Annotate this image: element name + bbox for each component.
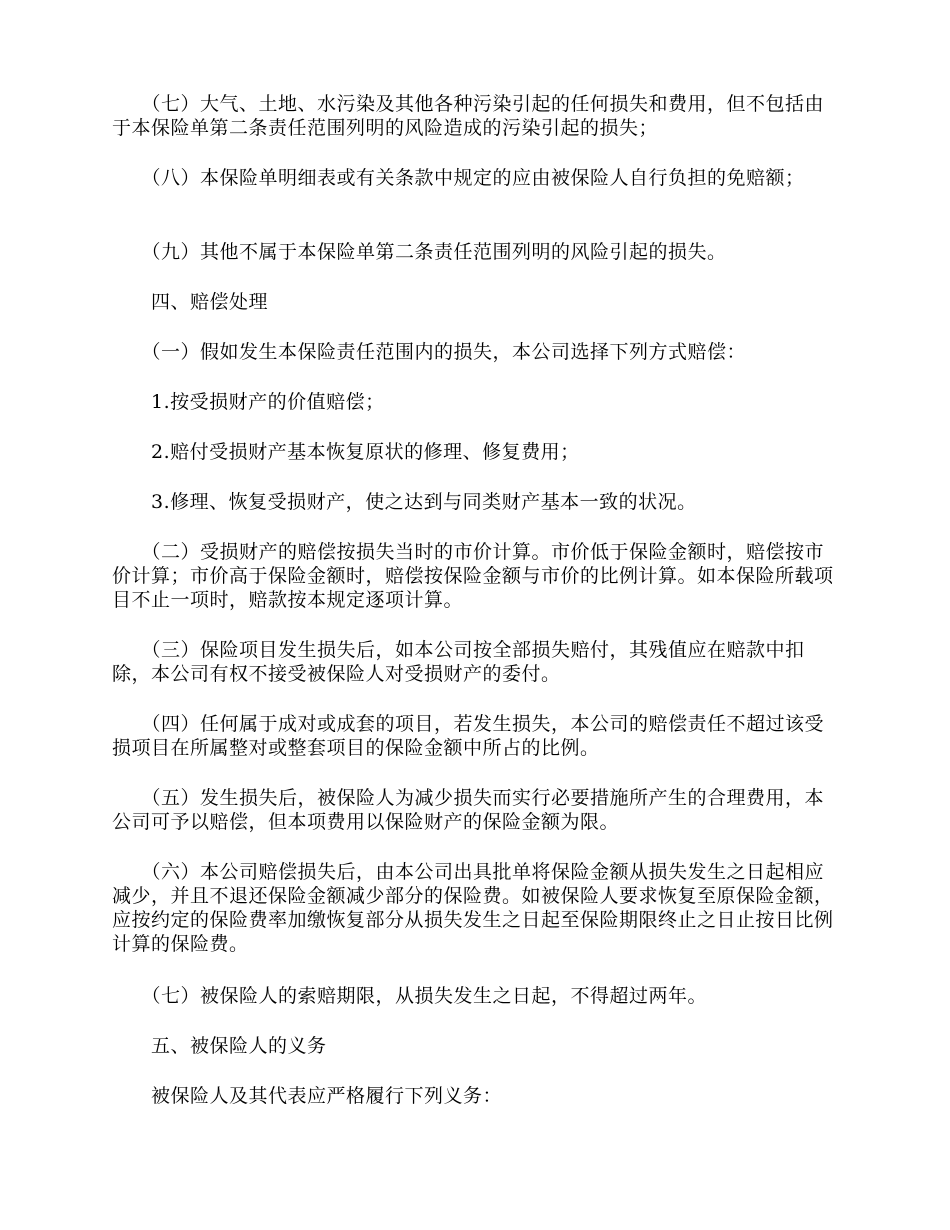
paragraph-compensation-1: （一）假如发生本保险责任范围内的损失，本公司选择下列方式赔偿： <box>112 341 747 363</box>
list-item-3: 3.修理、恢复受损财产，使之达到与同类财产基本一致的状况。 <box>112 491 697 513</box>
list-item-1: 1.按受损财产的价值赔偿； <box>112 391 385 413</box>
section-heading-compensation: 四、赔偿处理 <box>112 291 269 313</box>
paragraph-exclusion-8: （八）本保险单明细表或有关条款中规定的应由被保险人自行负担的免赔额； <box>112 167 805 189</box>
list-item-2: 2.赔付受损财产基本恢复原状的修理、修复费用； <box>112 441 580 463</box>
section-heading-obligations: 五、被保险人的义务 <box>112 1035 327 1057</box>
paragraph-exclusion-7: （七）大气、土地、水污染及其他各种污染引起的任何损失和费用，但不包括由于本保险单第二条责任范围列明的风险造成的污染引起的损失； <box>112 93 825 139</box>
paragraph-exclusion-9: （九）其他不属于本保险单第二条责任范围列明的风险引起的损失。 <box>112 241 727 263</box>
paragraph-compensation-7: （七）被保险人的索赔期限，从损失发生之日起，不得超过两年。 <box>112 985 708 1007</box>
paragraph-compensation-6: （六）本公司赔偿损失后，由本公司出具批单将保险金额从损失发生之日起相应减少，并且不退还保险金额减少部分的保险费。如被保险人要求恢复至原保险金额，应按约定的保险费率加缴恢复部分从损失发生之日起至保险期限终止之日止按日比例计算的保险费。 <box>112 861 834 955</box>
paragraph-obligations-intro: 被保险人及其代表应严格履行下列义务： <box>112 1085 503 1107</box>
paragraph-compensation-2: （二）受损财产的赔偿按损失当时的市价计算。市价低于保险金额时，赔偿按市价计算；市价高于保险金额时，赔偿按保险金额与市价的比例计算。如本保险所载项目不止一项时，赔款按本规定逐项计算。 <box>112 541 834 611</box>
paragraph-compensation-3: （三）保险项目发生损失后，如本公司按全部损失赔付，其残值应在赔款中扣除，本公司有权不接受被保险人对受损财产的委付。 <box>112 639 805 685</box>
paragraph-compensation-5: （五）发生损失后，被保险人为减少损失而实行必要措施所产生的合理费用，本公司可予以赔偿，但本项费用以保险财产的保险金额为限。 <box>112 787 825 833</box>
paragraph-compensation-4: （四）任何属于成对或成套的项目，若发生损失，本公司的赔偿责任不超过该受损项目在所属整对或整套项目的保险金额中所占的比例。 <box>112 713 825 759</box>
